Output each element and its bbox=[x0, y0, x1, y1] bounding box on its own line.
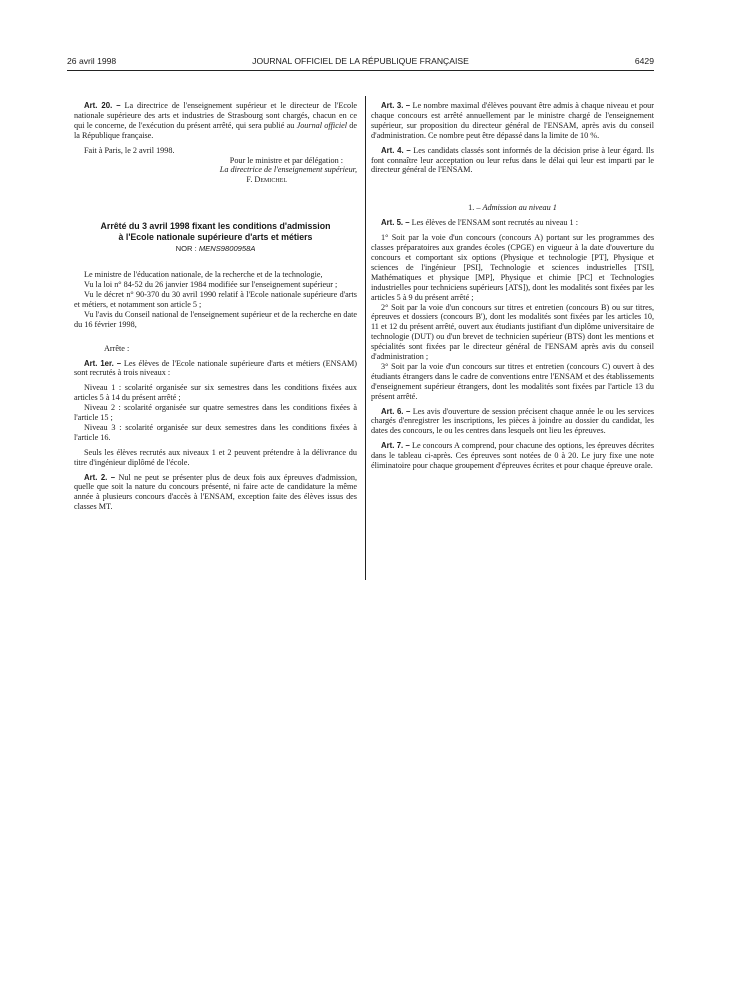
column-divider bbox=[365, 96, 366, 580]
nor-reference: NOR : MENS9800958A bbox=[175, 244, 256, 254]
header-page-number: 6429 bbox=[634, 56, 654, 66]
page-header bbox=[67, 56, 654, 70]
article-5-item-3: 3° Soit par la voie d'un concours sur titres et entretien (concours C) ouvert à des étudiants étrangers dans le cadre de conventions entre l'ENSAM et des établissements d'enseignement supérieur étrangers, dont les modalités sont fixées par l'article 13 du présent arrêté. bbox=[371, 361, 654, 401]
article-5-item-1: 1° Soit par la voie d'un concours (concours A) portant sur les programmes des classes préparatoires aux grandes écoles (CPGE) en vigueur à la date d'ouverture du concours et comportant six options (Physique et technologie [PT], Physique et sciences de l'ingénieur [PSI], Technologie et sciences industrielles [TSI], Mathématiques et physique [MP], Physique et chimie [PC] et Technologies industrielles pour techniciens supérieurs [ATS]), dont les modalités sont fixées par les articles 5 à 9 du présent arrêté ; bbox=[371, 233, 654, 302]
vu-decret: Vu le décret n° 90-370 du 30 avril 1990 relatif à l'Ecole nationale supérieure d'arts et métiers, et notamment son article 5 ; bbox=[74, 289, 357, 309]
header-journal-title: JOURNAL OFFICIEL DE LA RÉPUBLIQUE FRANÇAISE bbox=[252, 56, 469, 66]
arrete-heading: Arrête : bbox=[104, 343, 130, 353]
article-7: Art. 7. – Le concours A comprend, pour chacune des options, les épreuves décrites dans le tableau ci-après. Ces épreuves sont notées de 0 à 20. Le jury fixe une note éliminatoire pour chaque groupement d'épreuves écrites et pour chaque épreuve orale. bbox=[371, 441, 655, 471]
fait-a-paris: Fait à Paris, le 2 avril 1998. bbox=[84, 145, 175, 155]
vu-loi: Vu la loi n° 84-52 du 26 janvier 1984 modifiée sur l'enseignement supérieur ; bbox=[84, 280, 338, 290]
niveau-1: Niveau 1 : scolarité organisée sur six semestres dans les conditions fixées aux articles 5 à 14 du présent arrêté ; bbox=[74, 383, 357, 403]
decree-title: Arrêté du 3 avril 1998 fixant les conditions d'admission à l'Ecole nationale supérieure d'arts et métiers bbox=[100, 221, 331, 242]
article-3: Art. 3. – Le nombre maximal d'élèves pouvant être admis à chaque niveau et pour chaque concours est arrêté annuellement par le ministre chargé de l'enseignement supérieur, sur proposition du directeur général de l'ENSAM, après avis du conseil d'administration. Ce nombre peut être dépassé dans la limite de 10 %. bbox=[371, 101, 654, 140]
niveau-3: Niveau 3 : scolarité organisée sur deux semestres dans les conditions fixées à l'article 16. bbox=[74, 422, 357, 442]
article-2: Art. 2. – Nul ne peut se présenter plus de deux fois aux épreuves d'admission, quelle que soit la nature du concours présenté, ni faire acte de candidature la même année à plusieurs concours d'accès à l'ENSAM, exception faite des élèves issus des classes MT. bbox=[74, 472, 358, 512]
left-column bbox=[74, 101, 357, 512]
right-column bbox=[371, 101, 654, 471]
article-1: Art. 1er. – Les élèves de l'Ecole nationale supérieure d'arts et métiers (ENSAM) sont recrutés à trois niveaux : bbox=[74, 358, 358, 378]
article-20: Art. 20. – La directrice de l'enseignement supérieur et le directeur de l'Ecole nationale supérieure des arts et industries de Strasbourg sont chargés, chacun en ce qui le concerne, de l'exécution du présent arrêté, qui sera publié au Journal officiel de la République française. bbox=[74, 101, 358, 140]
vu-avis: Vu l'avis du Conseil national de l'enseignement supérieur et de la recherche en date du 16 février 1998, bbox=[74, 309, 357, 329]
article-6: Art. 6. – Les avis d'ouverture de session précisent chaque année le ou les services chargés d'enregistrer les inscriptions, les pièces à joindre au dossier du candidat, les dates des concours, le ou les centres dans lesquels ont lieu les épreuves. bbox=[371, 406, 655, 436]
signature-name: F. Demichel bbox=[246, 175, 287, 185]
signature-role: La directrice de l'enseignement supérieur, bbox=[219, 165, 357, 175]
niveau-2: Niveau 2 : scolarité organisée sur quatre semestres dans les conditions fixées à l'article 15 ; bbox=[74, 403, 357, 423]
article-5: Art. 5. – Les élèves de l'ENSAM sont recrutés au niveau 1 : bbox=[381, 218, 578, 228]
seuls-eleves: Seuls les élèves recrutés aux niveaux 1 et 2 peuvent prétendre à la délivrance du titre d'ingénieur diplômé de l'école. bbox=[74, 447, 357, 467]
preamble-minister: Le ministre de l'éducation nationale, de la recherche et de la technologie, bbox=[84, 270, 323, 280]
article-5-item-2: 2° Soit par la voie d'un concours sur titres et entretien (concours B) ou sur titres, épreuves et dossiers (concours B'), dont les modalités sont fixées par les articles 10, 11 et 12 du présent arrêté, ouvert aux étudiants justifiant d'un diplôme universitaire de technologie (DUT) ou d'un brevet de technicien supérieur (BTS) dont les mentions et spécialités sont fixées par le directeur général de l'ENSAM après avis du conseil d'administration ; bbox=[371, 302, 654, 362]
signature-pour: Pour le ministre et par délégation : bbox=[229, 155, 343, 165]
header-rule bbox=[67, 70, 654, 71]
section-heading: 1. – Admission au niveau 1 bbox=[468, 203, 557, 213]
header-date: 26 avril 1998 bbox=[67, 56, 117, 66]
article-4: Art. 4. – Les candidats classés sont informés de la décision prise à leur égard. Ils font connaître leur acceptation ou leur refus dans le délai qui leur est imparti par le directeur général de l'ENSAM. bbox=[371, 145, 654, 175]
